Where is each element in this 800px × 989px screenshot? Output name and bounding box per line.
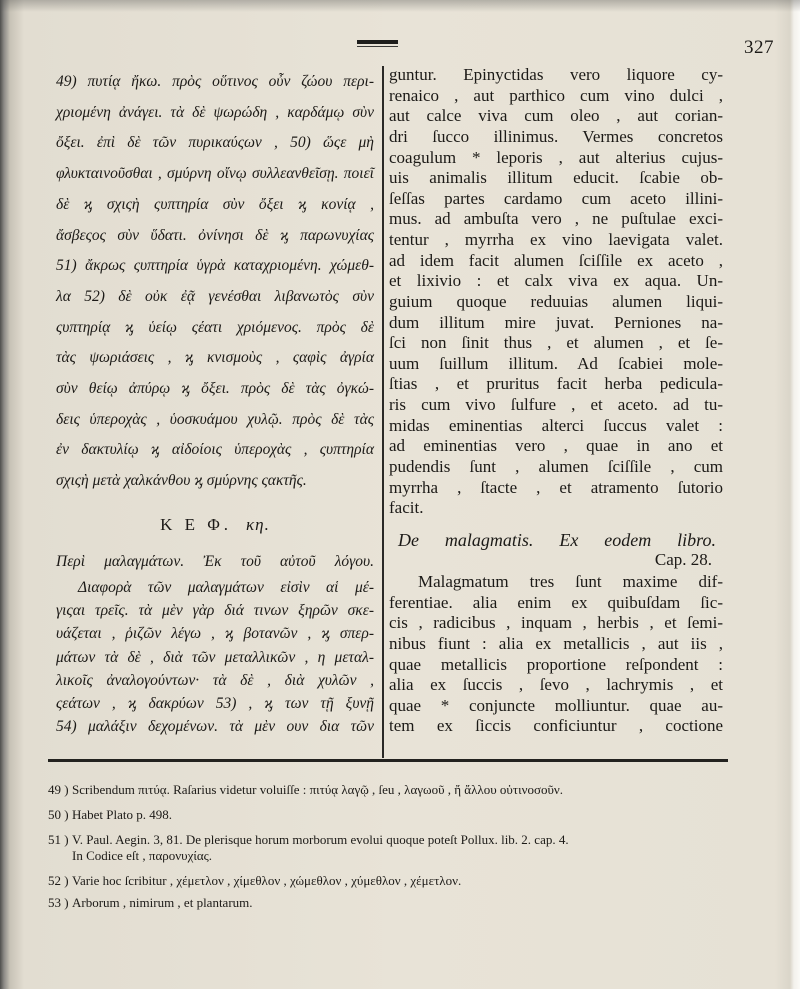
latin-text-line: ferentiae. alia enim ex quibuſdam ſic- xyxy=(389,592,723,612)
greek-text-line: μάτων τὰ δὲ , διὰ τῶν μεταλλικῶν , η μεταλ- xyxy=(56,648,374,666)
latin-text-line: nibus fiunt : alia ex metallicis , aut iis , xyxy=(389,633,723,653)
greek-text-line: ὄξει. ἐπὶ δὲ τῶν πυρικαύςων , 50) ὥςε μὴ xyxy=(56,134,374,152)
greek-text-line: 51) ἄκρως ςυπτηρία ὑγρὰ καταχριομένη. χώμεθ- xyxy=(56,257,374,275)
greek-paragraph-2 xyxy=(56,576,374,738)
latin-text-line: quae * conjuncte molliuntur. quae au- xyxy=(389,695,723,715)
greek-text-line: ἐν δακτυλίῳ ϗ αἰδοίοις ὑπεροχὰς , ςυπτηρία xyxy=(56,441,374,459)
footnote-text: Varie hoc ſcribitur , χέμετλον , χίμεθλον , χώμεθλον , χύμεθλον , χέμετλον. xyxy=(72,873,462,888)
footnotes xyxy=(48,782,738,920)
latin-text-line: alia ex ſuccis , ſevo , lachrymis , et xyxy=(389,675,723,695)
greek-text-line: τὰς ψωριάσεις , ϗ κνισμοὺς , ςαφὶς ἀγρία xyxy=(56,349,374,367)
latin-text-line: Malagmatum tres ſunt maxime dif- xyxy=(418,572,723,591)
greek-text-line: υάζεται , ῥιζῶν λέγω , ϗ βοτανῶν , ϗ σπερ- xyxy=(56,625,374,643)
footnote-49 xyxy=(48,782,738,798)
chapter-heading-number: κη. xyxy=(246,515,270,534)
footnote-text: Arborum , nimirum , et plantarum. xyxy=(72,895,253,910)
greek-chapter-heading xyxy=(56,514,374,536)
latin-text-line: pudendis ſunt , alumen ſciſſile , cum xyxy=(389,456,723,476)
footnote-line xyxy=(48,782,738,798)
top-ornament-bar xyxy=(357,40,398,44)
greek-text-line: 54) μαλάξιν δεχομένων. τὰ μὲν ουν δια τῶν xyxy=(56,718,374,736)
footnote-text: Habet Plato p. 498. xyxy=(72,807,173,822)
latin-text-line: ad idem facit alumen ſciſſile ex aceto , xyxy=(389,250,723,270)
footnote-marker: 49 ) xyxy=(48,782,69,797)
greek-text-line: Διαφορὰ τῶν μαλαγμάτων εἰσὶν αἱ μέ- xyxy=(78,579,374,596)
page-number: 327 xyxy=(744,37,774,58)
footnote-line xyxy=(48,895,738,911)
latin-chapter-number: Cap. 28. xyxy=(654,550,712,569)
latin-text-line: renaico , aut parthico cum vino dulci , xyxy=(389,85,723,105)
latin-text-line: ſtias , et pruritus facit herba pedicula- xyxy=(389,374,723,394)
greek-text-line: γιςαι τρεῖς. τὰ μὲν γὰρ διά τινων ξηρῶν σκε- xyxy=(56,602,374,620)
greek-text-line: σχιςὴ μετὰ χαλκάνθου ϗ σμύρνης ςακτῆς. xyxy=(56,472,307,490)
latin-text-line: tentur , myrrha ex vino laevigata valet. xyxy=(389,230,723,249)
latin-text-line: facit. xyxy=(389,498,424,518)
latin-text-line: dri ſucco illinimus. Vermes concretos xyxy=(389,126,723,146)
greek-text-line: σὺν θείῳ ἀπύρῳ ϗ ὄξει. πρὸς δὲ τὰς ὀγκώ- xyxy=(56,380,374,398)
latin-text-line: quae metallicis proportione reſpondent : xyxy=(389,654,723,674)
footnote-50 xyxy=(48,807,738,823)
greek-text-line: χριομένη ἀνάγει. τὰ δὲ ψωρώδη , καρδάμῳ σὺν xyxy=(56,103,374,121)
greek-text-line: ςυπτηρίᾳ ϗ ὑείῳ ςέατι χριόμενος. πρὸς δὲ xyxy=(56,318,374,336)
footnote-marker: 51 ) xyxy=(48,832,69,847)
footnote-52 xyxy=(48,873,738,889)
footnote-continuation: In Codice eſt , παρονυχίας. xyxy=(72,848,213,863)
latin-text-line: ſci non ſinit thus , et alumen , et ſe- xyxy=(389,333,723,353)
greek-text-line: 49) πυτίᾳ ἤκω. πρὸς οὕτινος οὖν ζώου περι- xyxy=(56,73,374,90)
latin-chapter-title: De malagmatis. Ex eodem libro. xyxy=(398,530,716,550)
chapter-heading-prefix: Κ Ε Φ. xyxy=(160,515,232,534)
latin-text-line: dum illitum mire juvat. Perniones na- xyxy=(389,312,723,332)
greek-text-line: δεις ὑπεροχὰς , ὑοσκυάμου χυλῷ. πρὸς δὲ τὰς xyxy=(56,410,374,428)
latin-paragraph-2 xyxy=(389,572,723,737)
latin-text-line: et lixivio : et calx viva ex aqua. Un- xyxy=(389,271,723,291)
footnote-51 xyxy=(48,832,738,864)
greek-text-line: ἄσβεςος σὺν ὕδατι. ὀνίνησι δὲ ϗ παρωνυχίας xyxy=(56,226,374,244)
latin-text-line: guntur. Epinyctidas vero liquore cy- xyxy=(389,65,723,84)
latin-text-line: guium quoque reduuias alumen liqui- xyxy=(389,291,723,311)
latin-text-line: coagulum * leporis , aut alterius cujus- xyxy=(389,147,723,167)
greek-chapter-title: Περὶ μαλαγμάτων. Ἐκ τοῦ αὐτοῦ λόγου. xyxy=(56,553,374,570)
greek-text-line: φλυκταινοῦσθαι , σμύρνη οἴνῳ συλλεανθεῖσῃ. ποιεῖ xyxy=(56,165,374,183)
latin-text-line: uis animalis illitum educit. ſcabie ob- xyxy=(389,168,723,188)
footnote-marker: 50 ) xyxy=(48,807,69,822)
greek-paragraph-1 xyxy=(56,67,374,497)
latin-text-line: midas eminentias alterci ſuccus valet : xyxy=(389,415,723,435)
latin-text-line: ris cum vivo ſulfure , et aceto. ad tu- xyxy=(389,395,723,414)
latin-text-line: myrrha , ſtacte , et atramento ſutorio xyxy=(389,477,723,497)
latin-text-line: ad eminentias vero , quae in ano et xyxy=(389,436,723,456)
footnote-marker: 52 ) xyxy=(48,873,69,888)
latin-text-line: aut calce viva cum oleo , aut corian- xyxy=(389,106,723,126)
footnote-53 xyxy=(48,895,738,911)
greek-text-line: λικοῖς ἀναλογούντων· τὰ δὲ , διὰ χυλῶν , xyxy=(56,671,374,689)
greek-text-line: δὲ ϗ σχιςὴ ςυπτηρία σὺν ὄξει ϗ κονίᾳ , xyxy=(56,195,374,213)
footnote-line xyxy=(48,873,738,889)
latin-text-line: mus. ad ambuſta vero , ne puſtulae exci- xyxy=(389,209,723,229)
latin-text-line: tem ex ſiccis conficiuntur , coctione xyxy=(389,716,723,736)
latin-text-line: cis , radicibus , inquam , herbis , et ſemi- xyxy=(389,613,723,633)
latin-paragraph-1 xyxy=(389,65,723,519)
greek-text-line: λα 52) δὲ οὐκ ἐᾷ γενέσθαι λιβανωτὸς σὺν xyxy=(56,287,374,305)
footnote-line xyxy=(48,807,738,823)
footnote-text: Scribendum πιτύᾳ. Raſarius videtur voluiſſe : πιτύᾳ λαγῷ , ſeu , λαγωοῦ , ἤ ἄλλου οὑτινοσοῦν. xyxy=(72,782,564,797)
footnote-marker: 53 ) xyxy=(48,895,69,910)
footnote-line xyxy=(48,832,738,848)
latin-text-line: uum ſuillum illitum. Ad ſcabiei mole- xyxy=(389,353,723,373)
latin-text-line: ſeſſas partes cardamo cum aceto illini- xyxy=(389,188,723,208)
footnote-text: V. Paul. Aegin. 3, 81. De plerisque horum morborum evolui quoque poteſt Pollux. lib. 2. cap. 4. xyxy=(72,832,569,847)
greek-text-line: ςεάτων , ϗ δακρύων 53) , ϗ των τῇ ξυνῇ xyxy=(56,695,374,713)
footnote-rule xyxy=(48,759,728,762)
top-ornament-line xyxy=(357,46,398,47)
column-divider xyxy=(382,66,384,758)
